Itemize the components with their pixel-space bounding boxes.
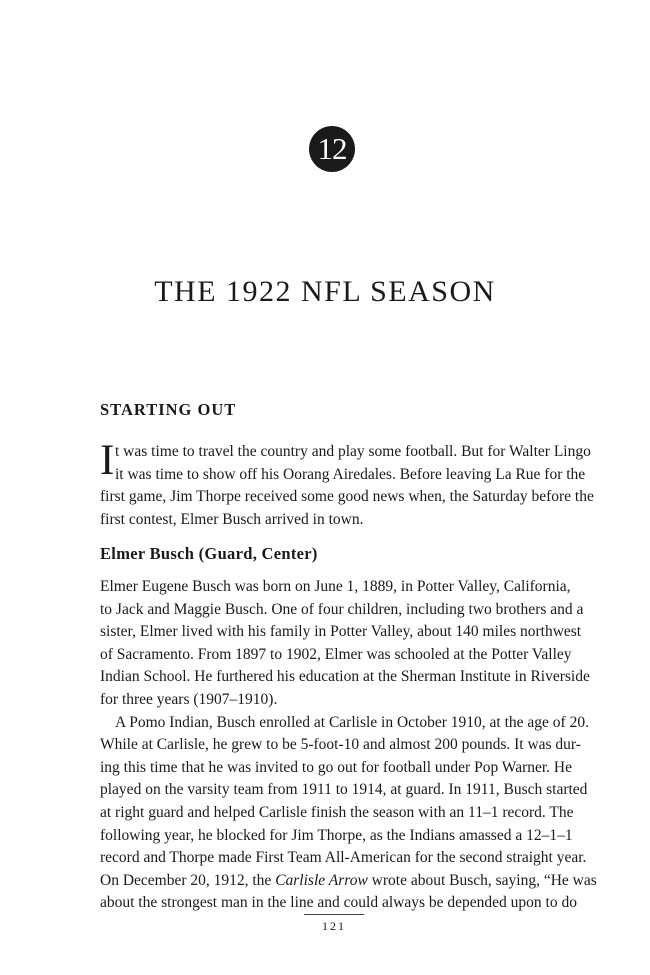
drop-cap: I xyxy=(100,437,115,484)
paragraph-line: about the strongest man in the line and could always be depended upon to do xyxy=(100,894,577,912)
paragraph-line: it was time to show off his Oorang Airedales. Before leaving La Rue for the xyxy=(115,465,586,483)
paragraph-line: ing this time that he was invited to go out for football under Pop Warner. He xyxy=(100,758,572,776)
paragraph-line: to Jack and Maggie Busch. One of four children, including two brothers and a xyxy=(100,600,584,618)
line-text: wrote about Busch, saying, “He was xyxy=(367,871,597,889)
paragraph-line: for three years (1907–1910). xyxy=(100,690,278,708)
paragraph-line: record and Thorpe made First Team All-American for the second straight year. xyxy=(100,849,587,867)
paragraph-line: following year, he blocked for Jim Thorpe, as the Indians amassed a 12–1–1 xyxy=(100,826,573,844)
subsection-heading: Elmer Busch (Guard, Center) xyxy=(100,544,318,563)
paragraph-line: first contest, Elmer Busch arrived in town. xyxy=(100,510,364,528)
paragraph-line: at right guard and helped Carlisle finish the season with an 11–1 record. The xyxy=(100,803,574,821)
paragraph-line: first game, Jim Thorpe received some good news when, the Saturday before the xyxy=(100,488,594,506)
paragraph-line: t was time to travel the country and play some football. But for Walter Lingo xyxy=(115,443,591,460)
paragraph-line: Elmer Eugene Busch was born on June 1, 1889, in Potter Valley, California, xyxy=(100,578,571,595)
paragraph-line: of Sacramento. From 1897 to 1902, Elmer was schooled at the Potter Valley xyxy=(100,645,572,663)
paragraph-line: Indian School. He furthered his education at the Sherman Institute in Riverside xyxy=(100,668,590,686)
chapter-title: THE 1922 NFL SEASON xyxy=(154,275,496,308)
paragraph-line: A Pomo Indian, Busch enrolled at Carlisle in October 1910, at the age of 20. xyxy=(115,713,589,731)
paragraph-line: sister, Elmer lived with his family in Potter Valley, about 140 miles northwest xyxy=(100,623,582,641)
line-text: On December 20, 1912, the xyxy=(100,871,276,889)
paragraph-line: While at Carlisle, he grew to be 5-foot-10 and almost 200 pounds. It was dur- xyxy=(100,736,581,754)
paragraph-line: played on the varsity team from 1911 to 1914, at guard. In 1911, Busch started xyxy=(100,781,588,799)
biography-text xyxy=(100,576,597,915)
paragraph-line xyxy=(100,870,597,893)
page-number: 121 xyxy=(322,919,346,933)
section-heading: STARTING OUT xyxy=(100,400,237,419)
footer-rule xyxy=(304,914,364,915)
intro-paragraph xyxy=(100,437,594,531)
chapter-number-badge: 12 xyxy=(309,126,355,172)
publication-title: Carlisle Arrow xyxy=(275,871,368,889)
